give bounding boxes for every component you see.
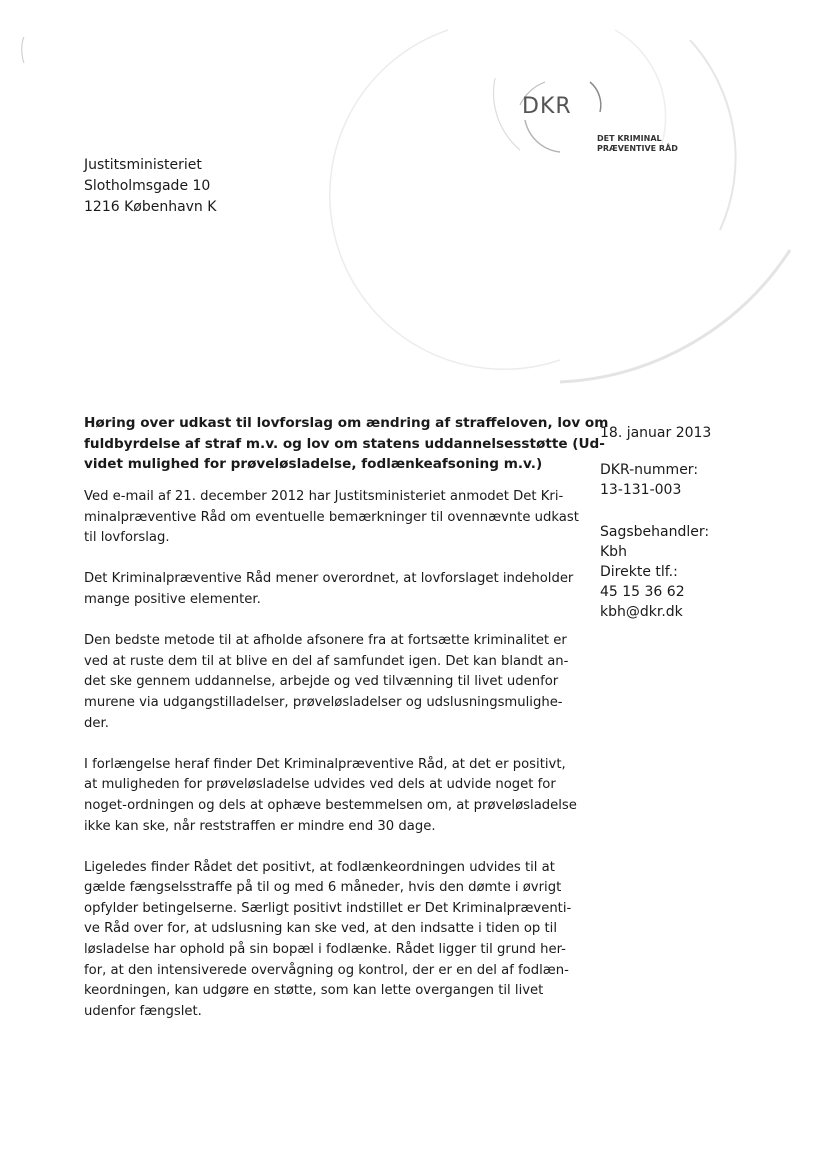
body-line: ve Råd over for, at udslusning kan ske ved, at den indsatte i tiden op til	[84, 921, 557, 937]
logo-organization-name	[597, 134, 678, 154]
subject-line: fuldbyrdelse af straf m.v. og lov om statens uddannelsesstøtte (Ud-	[84, 435, 605, 452]
body-line: opfylder betingelserne. Særligt positivt indstillet er Det Kriminalpræventi-	[84, 900, 572, 916]
body-line: murene via udgangstilladelser, prøveløsladelser og udslusningsmulighe-	[84, 694, 563, 710]
body-line: ikke kan ske, når reststraffen er mindre end 30 dage.	[84, 818, 436, 834]
body-paragraph	[84, 487, 592, 549]
letter-date: 18. januar 2013	[600, 425, 712, 441]
body-line: keordningen, kan udgøre en støtte, som kan lette overgangen til livet	[84, 983, 544, 999]
letter-subject	[84, 413, 609, 475]
recipient-line: Slotholmsgade 10	[84, 178, 211, 194]
case-number: 13-131-003	[600, 482, 682, 498]
body-line: det ske gennem uddannelse, arbejde og ved tilvænning til livet udenfor	[84, 674, 559, 690]
recipient-line: 1216 København K	[84, 199, 217, 215]
body-line: Ved e-mail af 21. december 2012 har Justitsministeriet anmodet Det Kri-	[84, 489, 564, 504]
handler-label: Sagsbehandler:	[600, 524, 710, 540]
logo-name-line: DET KRIMINAL	[597, 134, 662, 143]
recipient-line: Justitsministeriet	[84, 157, 202, 173]
body-line: minalpræventive Råd om eventuelle bemærkninger til ovennævnte udkast	[84, 509, 579, 525]
body-line: Den bedste metode til at afholde afsonere fra at fortsætte kriminalitet er	[84, 633, 567, 649]
body-line: ved at ruste dem til at blive en del af samfundet igen. Det kan blandt an-	[84, 653, 569, 669]
letter-body	[84, 487, 592, 1043]
body-line: der.	[84, 715, 109, 731]
body-line: løsladelse har ophold på sin bopæl i fodlænke. Rådet ligger til grund her-	[84, 942, 566, 958]
body-line: I forlængelse heraf finder Det Kriminalpræventive Råd, at det er positivt,	[84, 756, 566, 772]
body-line: mange positive elementer.	[84, 591, 261, 607]
body-line: Ligeledes finder Rådet det positivt, at fodlænkeordningen udvides til at	[84, 859, 555, 875]
handler-initials: Kbh	[600, 544, 627, 560]
scan-speck-mark	[18, 35, 30, 65]
letter-meta-sidebar	[600, 423, 800, 622]
body-paragraph	[84, 858, 592, 1023]
body-line: gælde fængselsstraffe på til og med 6 måneder, hvis den dømte i øvrigt	[84, 880, 562, 896]
body-paragraph	[84, 569, 592, 610]
case-number-label: DKR-nummer:	[600, 462, 699, 478]
subject-line: videt mulighed for prøveløsladelse, fodlænkeafsoning m.v.)	[84, 456, 543, 473]
logo-acronym: DKR	[522, 94, 572, 119]
recipient-address	[84, 155, 216, 218]
body-line: til lovforslag.	[84, 530, 170, 546]
body-line: Det Kriminalpræventive Råd mener overordnet, at lovforslaget indeholder	[84, 571, 574, 587]
body-paragraph	[84, 631, 592, 734]
body-paragraph	[84, 755, 592, 837]
subject-line: Høring over udkast til lovforslag om ændring af straffeloven, lov om	[84, 415, 609, 431]
phone-number: 45 15 36 62	[600, 584, 685, 600]
email-address: kbh@dkr.dk	[600, 604, 683, 620]
body-line: at muligheden for prøveløsladelse udvides ved dels at udvide noget for	[84, 777, 556, 793]
body-line: udenfor fængslet.	[84, 1003, 202, 1019]
logo-name-line: PRÆVENTIVE RÅD	[597, 144, 678, 153]
body-line: noget-ordningen og dels at ophæve bestemmelsen om, at prøveløsladelse	[84, 797, 577, 813]
body-line: for, at den intensiverede overvågning og kontrol, der er en del af fodlæn-	[84, 962, 569, 978]
phone-label: Direkte tlf.:	[600, 564, 678, 580]
